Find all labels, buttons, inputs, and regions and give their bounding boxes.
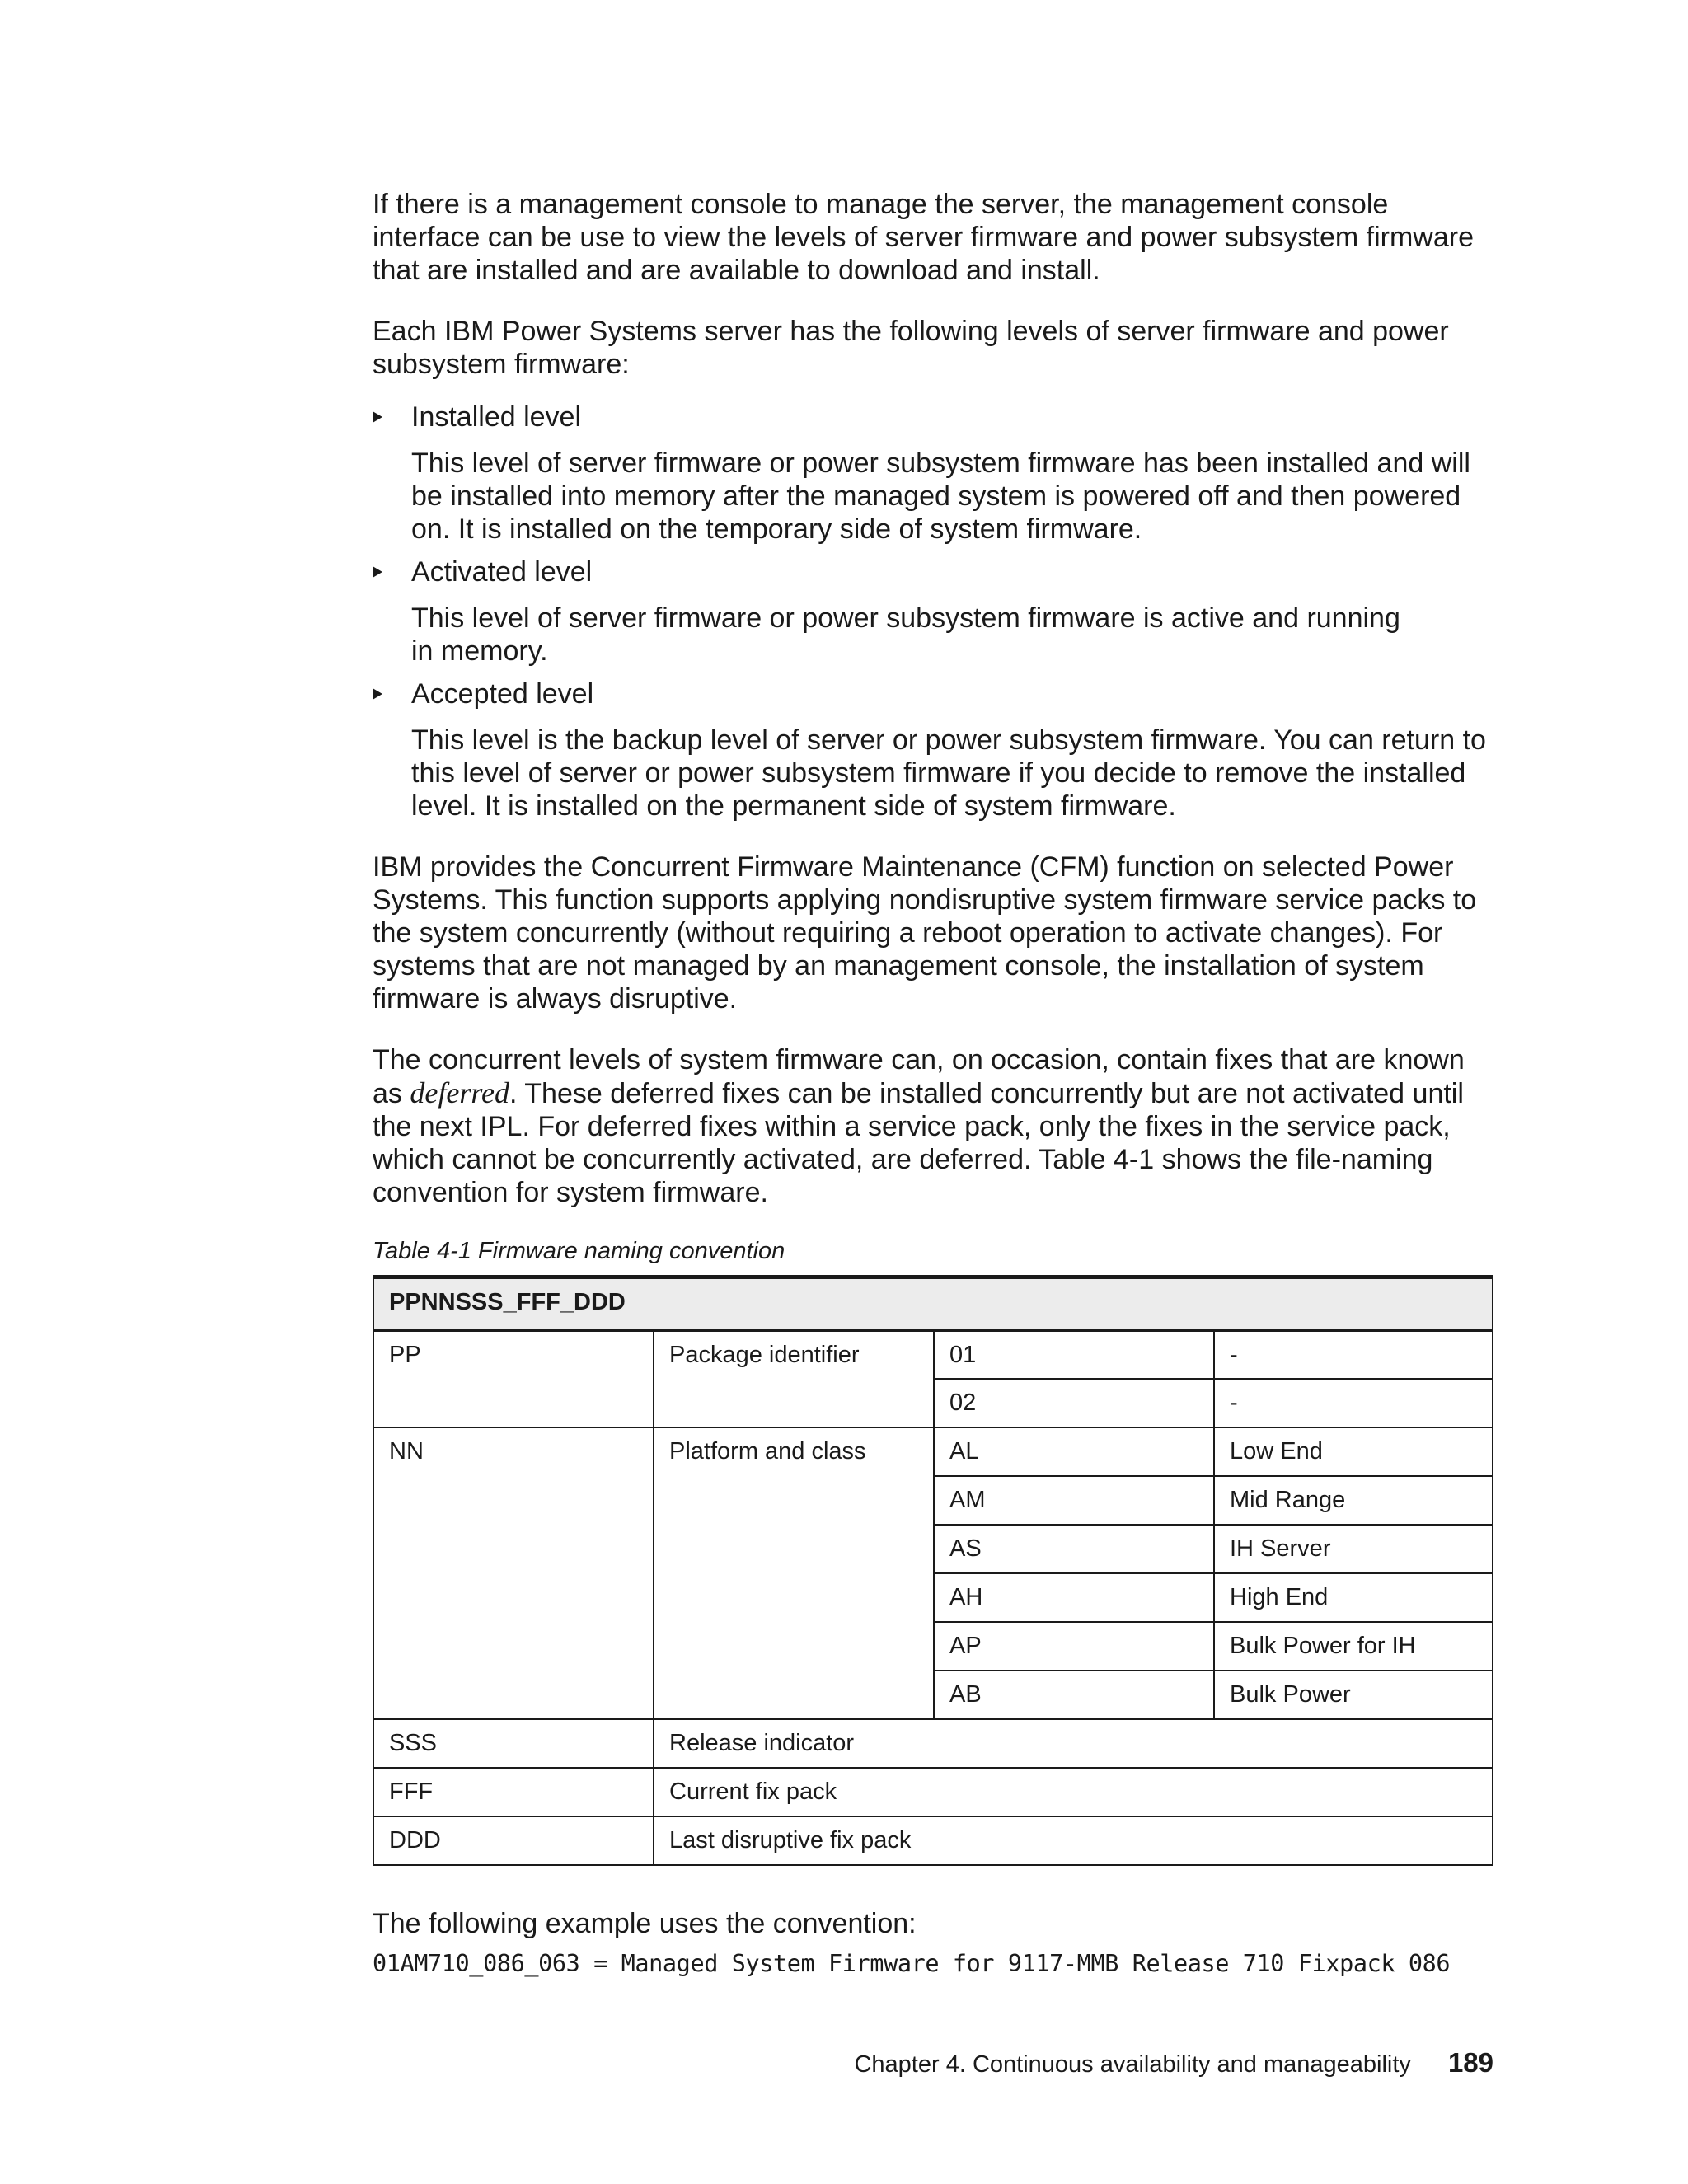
value-key: AM (934, 1476, 1214, 1525)
table-row (373, 1427, 1493, 1476)
field-description: Last disruptive fix pack (654, 1816, 1493, 1865)
field-code: FFF (373, 1768, 654, 1816)
value-key: AB (934, 1671, 1214, 1719)
table-row (373, 1816, 1493, 1865)
page-number: 189 (1447, 2047, 1493, 2078)
paragraph-example-intro: The following example uses the convention: (373, 1907, 917, 1939)
value-meaning: Bulk Power (1214, 1671, 1493, 1719)
value-meaning: Bulk Power for IH (1214, 1622, 1493, 1671)
field-description: Package identifier (654, 1330, 934, 1427)
bullet-body: This level of server firmware or power subsystem firmware is active and running in memory. (411, 602, 1400, 667)
field-description: Release indicator (654, 1719, 1493, 1768)
bullet-title: Installed level (411, 401, 582, 433)
field-code: SSS (373, 1719, 654, 1768)
chapter-title: Chapter 4. Continuous availability and manageability (854, 2051, 1411, 2078)
value-meaning: - (1214, 1379, 1493, 1427)
value-key: 02 (934, 1379, 1214, 1427)
table-caption: Table 4-1 Firmware naming convention (373, 1238, 785, 1264)
table-header-row (373, 1277, 1493, 1330)
paragraph-firmware-levels-intro: Each IBM Power Systems server has the following levels of server firmware and power subsystem firmware: (373, 316, 1449, 380)
value-meaning: IH Server (1214, 1525, 1493, 1573)
example-code: 01AM710_086_063 = Managed System Firmware for 9117-MMB Release 710 Fixpack 086 (373, 1949, 1451, 1977)
field-description: Current fix pack (654, 1768, 1493, 1816)
firmware-levels-list (373, 401, 1493, 823)
table-row (373, 1768, 1493, 1816)
page-footer (854, 2046, 1493, 2081)
value-meaning: High End (1214, 1573, 1493, 1622)
page-content (373, 188, 1493, 1980)
bullet-body: This level of server firmware or power subsystem firmware has been installed and will be installed into memory after the managed system is powered off and then powered on. It is installed on the temporary side of system firmware. (411, 448, 1470, 545)
value-meaning: Mid Range (1214, 1476, 1493, 1525)
table-row (373, 1330, 1493, 1379)
table-row (373, 1719, 1493, 1768)
value-meaning: Low End (1214, 1427, 1493, 1476)
value-key: AS (934, 1525, 1214, 1573)
field-code: NN (373, 1427, 654, 1719)
list-item-installed-level (373, 401, 1493, 546)
field-code: DDD (373, 1816, 654, 1865)
bullet-title: Activated level (411, 556, 593, 588)
table-header: PPNNSSS_FFF_DDD (373, 1277, 1493, 1330)
paragraph-cfm: IBM provides the Concurrent Firmware Maintenance (CFM) function on selected Power Systems. This function supports applying nondisruptive system firmware service packs to the system concurrently (without requiring a reboot operation to activate changes). For systems that are not managed by an management console, the installation of system firmware is always disruptive. (373, 851, 1477, 1015)
deferred-term: deferred (410, 1076, 509, 1109)
paragraph-management-console: If there is a management console to manage the server, the management console interface can be use to view the levels of server firmware and power subsystem firmware that are installed and are available to download and install. (373, 189, 1474, 286)
bullet-body: This level is the backup level of server or power subsystem firmware. You can return to this level of server or power subsystem firmware if you decide to remove the installed level. It is installed on the permanent side of system firmware. (411, 724, 1486, 822)
value-key: AL (934, 1427, 1214, 1476)
field-description: Platform and class (654, 1427, 934, 1719)
list-item-activated-level (373, 555, 1493, 668)
value-meaning: - (1214, 1330, 1493, 1379)
paragraph-deferred-fixes: The concurrent levels of system firmware can, on occasion, contain fixes that are known as deferred. These deferred fixes can be installed concurrently but are not activated until the next IPL. For deferred fixes within a service pack, only the fixes in the service pack, which cannot be concurrently activated, are deferred. Table 4-1 shows the file-naming convention for system firmware. (373, 1044, 1465, 1208)
bullet-triangle-icon (373, 566, 382, 578)
bullet-title: Accepted level (411, 678, 594, 710)
value-key: 01 (934, 1330, 1214, 1379)
value-key: AP (934, 1622, 1214, 1671)
list-item-accepted-level (373, 677, 1493, 823)
firmware-naming-table (373, 1275, 1493, 1866)
value-key: AH (934, 1573, 1214, 1622)
bullet-triangle-icon (373, 411, 382, 423)
bullet-triangle-icon (373, 688, 382, 700)
field-code: PP (373, 1330, 654, 1427)
